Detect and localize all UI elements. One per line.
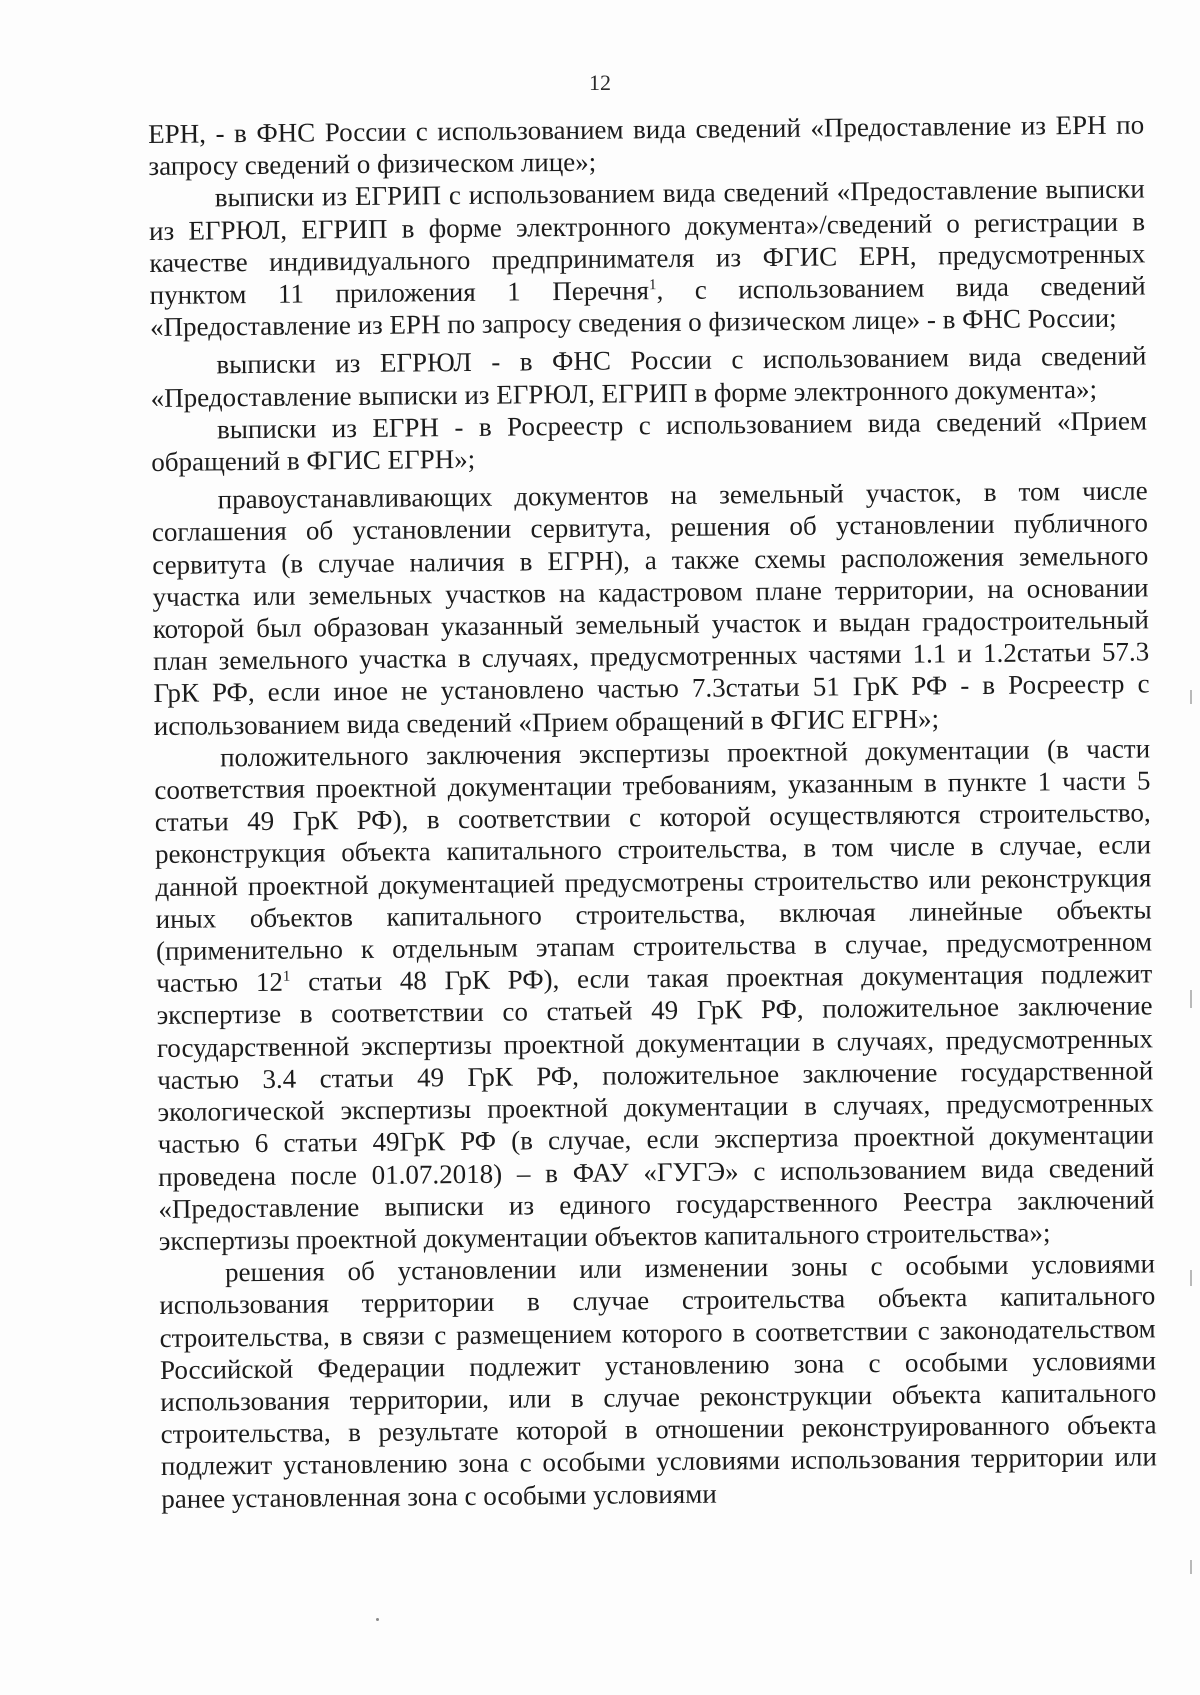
document-body (148, 108, 1157, 1514)
paragraph-egrip-extract (149, 173, 1146, 344)
paragraph-title-documents: правоустанавливающих документов на земельный участок, в том числе соглашения об установлении сервитута, решения об установлении публичного сервитута (в случае наличия в ЕГРН), а также схемы расположения земельного участка или земельных участков на кадастровом плане территории, на основании которой был образован указанный земельный участок и выдан градостроительный план земельного участка в случаях, предусмотренных частями 1.1 и 1.2статьи 57.3 ГрК РФ, если иное не установлено частью 7.3статьи 51 ГрК РФ - в Росреестр с использованием вида сведений «Прием обращений в ФГИС ЕГРН»; (151, 475, 1150, 741)
paragraph-text-continued: статьи 48 ГрК РФ), если такая проектная документация подлежит экспертизе в соответствии со статьей 49 ГрК РФ, положительное заключение государственной экспертизы проектной документации в случаях, предусмотренных частью 3.4 статьи 49 ГрК РФ, положительное заключение государственной экологической экспертизы проектной документации в случаях, предусмотренных частью 6 статьи 49ГрК РФ (в случае, если экспертиза проектной документации проведена после 01.07.2018) – в ФАУ «ГУГЭ» с использованием вида сведений «Предоставление выписки из единого государственного Реестра заключений экспертизы проектной документации объектов капитального строительства»; (156, 958, 1155, 1256)
paragraph-text: положительного заключения экспертизы проектной документации (в части соответствия проектной документации требованиям, указанным в пункте 1 части 5 статьи 49 ГрК РФ), в соответствии с которой осуществляются строительство, реконструкция объекта капитального строительства, в том числе в случае, если данной проектной документацией предусмотрены строительство или реконструкция иных объектов капитального строительства, включая линейные объекты (применительно к отдельным этапам строительства в случае, предусмотренном частью 12 (154, 733, 1153, 999)
paragraph-egrn-extract: выписки из ЕГРН - в Росреестр с использованием вида сведений «Прием обращений в ФГИС ЕГРН»; (151, 405, 1148, 478)
paragraph-text-continued: , с использованием вида сведений «Предоставление из ЕРН по запросу сведения о физическом лице» - в ФНС России; (149, 270, 1146, 343)
scan-speck (376, 1618, 379, 1621)
page-number: 12 (589, 70, 611, 95)
scan-edge-mark (1190, 990, 1192, 1008)
scan-edge-mark (1190, 1270, 1192, 1286)
paragraph-zone-decision: решения об установлении или изменении зоны с особыми условиями использования территории в случае строительства объекта капитального строительства, в связи с размещением которого в соответствии с законодательством Российской Федерации подлежит установлению зона с особыми условиями использования территории, или в случае реконструкции объекта капитального строительства, в результате которой в отношении реконструированного объекта подлежит установлению зона с особыми условиями использования территории или ранее установленная зона с особыми условиями (159, 1248, 1158, 1514)
paragraph-erh-continuation: ЕРН, - в ФНС России с использованием вида сведений «Предоставление из ЕРН по запросу сведений о физическом лице»; (148, 109, 1145, 182)
scan-edge-mark (1190, 1560, 1192, 1574)
paragraph-expertise-conclusion (154, 732, 1155, 1257)
paragraph-egrul-extract: выписки из ЕГРЮЛ - в ФНС России с использованием вида сведений «Предоставление выписки из ЕГРЮЛ, ЕГРИП в форме электронного документа»; (150, 340, 1147, 413)
footnote-marker: 1 (282, 968, 291, 986)
footnote-marker: 1 (648, 277, 657, 294)
scan-edge-mark (1190, 690, 1192, 704)
paragraph-text: выписки из ЕГРИП с использованием вида сведений «Предоставление выписки из ЕГРЮЛ, ЕГРИП в форме электронного документа»/сведений о регистрации в качестве индивидуального предпринимателя из ФГИС ЕРН, предусмотренных пунктом 11 приложения 1 Перечня (148, 173, 1146, 311)
